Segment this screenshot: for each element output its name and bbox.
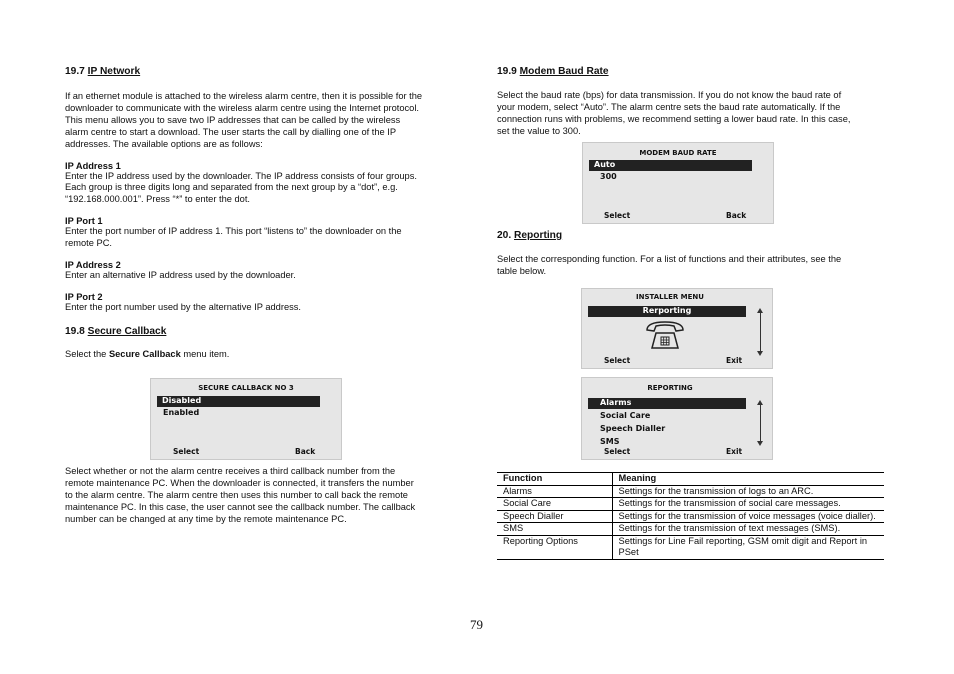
lcd-select-button[interactable]: Select — [604, 447, 631, 456]
reporting-section — [497, 230, 897, 278]
lcd-select-button[interactable]: Select — [604, 211, 631, 220]
lcd-back-button[interactable]: Back — [726, 211, 747, 220]
secure-callback-body: Select whether or not the alarm centre receives a third callback number from the remote maintenance PC. When the downloader is connected, it transfers the number to the alarm centre. The alarm centre then uses this number to call back the remote maintenance PC. In this case, the user cannot see the callback number. The callback number can be changed at any time by the remote maintenance PC. — [65, 466, 416, 524]
lcd-back-button[interactable]: Back — [295, 447, 316, 456]
lcd-item-auto[interactable]: Auto — [589, 160, 752, 171]
table-header-meaning: Meaning — [618, 473, 657, 483]
heading-modem-baud-rate: 19.9 Modem Baud Rate — [497, 66, 609, 77]
heading-reporting: 20. Reporting — [497, 230, 563, 241]
lcd-secure-callback — [150, 378, 342, 460]
scroll-down-icon — [757, 351, 763, 356]
ip-port-1-text: Enter the port number of IP address 1. This port “listens to” the downloader on the remote PC. — [65, 226, 402, 249]
table-row — [497, 535, 884, 559]
table-cell-function: Speech Dialler — [497, 510, 612, 523]
secure-callback-select-text: Select the Secure Callback menu item. — [65, 348, 230, 359]
table-cell-function: Alarms — [497, 485, 612, 498]
table-cell-meaning: Settings for the transmission of logs to an ARC. — [618, 485, 814, 496]
lcd-title: REPORTING — [647, 384, 693, 392]
ip-address-2-text: Enter an alternative IP address used by the downloader. — [65, 270, 296, 281]
lcd-item-speech-dialler[interactable]: Speech Dialler — [600, 424, 666, 433]
ip-address-1-text: Enter the IP address used by the downloader. The IP address consists of four groups. Each group is three digits long and separated from the next group by a “dot”, e.g. “192.168.000.001”. Press “*” to enter the dot. — [65, 170, 417, 205]
lcd-title: INSTALLER MENU — [636, 293, 704, 301]
subheading-ip-address-2: IP Address 2 — [65, 260, 121, 271]
heading-ip-network: 19.7 IP Network — [65, 66, 141, 77]
lcd-item-300[interactable]: 300 — [600, 172, 617, 181]
scrollbar — [760, 313, 761, 351]
table-row — [497, 485, 884, 498]
lcd-installer-menu — [581, 288, 773, 369]
scrollbar — [760, 405, 761, 441]
lcd-item-disabled[interactable]: Disabled — [157, 396, 320, 407]
subheading-ip-port-2: IP Port 2 — [65, 291, 103, 302]
lcd-item-reporting[interactable]: Rerporting — [588, 306, 746, 317]
table-cell-function: Reporting Options — [497, 535, 612, 559]
subheading-ip-port-1: IP Port 1 — [65, 216, 103, 227]
lcd-select-button[interactable]: Select — [173, 447, 200, 456]
table-row — [497, 523, 884, 536]
lcd-item-enabled[interactable]: Enabled — [163, 408, 200, 417]
table-cell-function: SMS — [497, 523, 612, 536]
scroll-down-icon — [757, 441, 763, 446]
table-header-row — [497, 473, 884, 486]
heading-secure-callback: 19.8 Secure Callback — [65, 325, 167, 337]
lcd-modem-baud-rate — [582, 142, 774, 224]
lcd-item-social-care[interactable]: Social Care — [600, 411, 651, 420]
subheading-ip-address-1: IP Address 1 — [65, 160, 121, 171]
ip-network-intro: If an ethernet module is attached to the wireless alarm centre, then it is possible for the downloader to communicate with the wireless alarm centre using the Internet protocol. This menu allows you to save two IP addresses that can be called by the wireless alarm centre to start a download. The user starts the call by dialling one of the IP addresses. The available options are as follows: — [65, 91, 423, 149]
left-column — [65, 66, 465, 361]
lcd-reporting — [581, 377, 773, 460]
table-row — [497, 498, 884, 511]
lcd-item-alarms[interactable]: Alarms — [588, 398, 746, 409]
table-cell-meaning: Settings for the transmission of social care messages. — [618, 498, 841, 508]
modem-baud-rate-text: Select the baud rate (bps) for data transmission. If you do not know the baud rate of your modem, select “Auto”. The alarm centre sets the baud rate automatically. If the connection runs with problems, we recommend setting a lower baud rate. In this case, set the value to 300. — [497, 90, 851, 136]
table-header-function: Function — [497, 473, 612, 486]
function-table — [497, 472, 884, 560]
lcd-title: SECURE CALLBACK NO 3 — [198, 384, 294, 392]
page-number: 79 — [470, 617, 483, 632]
right-column — [497, 66, 897, 138]
lcd-item-sms[interactable]: SMS — [600, 437, 620, 446]
telephone-icon — [644, 320, 686, 350]
ip-port-2-text: Enter the port number used by the alternative IP address. — [65, 301, 302, 312]
table-cell-meaning: Settings for Line Fail reporting, GSM omit digit and Report in PSet — [618, 535, 868, 557]
table-cell-meaning: Settings for the transmission of voice messages (voice dialler). — [618, 510, 876, 521]
reporting-text: Select the corresponding function. For a list of functions and their attributes, see the table below. — [497, 254, 842, 276]
lcd-title: MODEM BAUD RATE — [639, 149, 717, 157]
lcd-exit-button[interactable]: Exit — [726, 447, 743, 456]
lcd-exit-button[interactable]: Exit — [726, 356, 743, 365]
lcd-select-button[interactable]: Select — [604, 356, 631, 365]
table-row — [497, 510, 884, 523]
table-cell-meaning: Settings for the transmission of text messages (SMS). — [618, 523, 841, 533]
table-cell-function: Social Care — [497, 498, 612, 511]
